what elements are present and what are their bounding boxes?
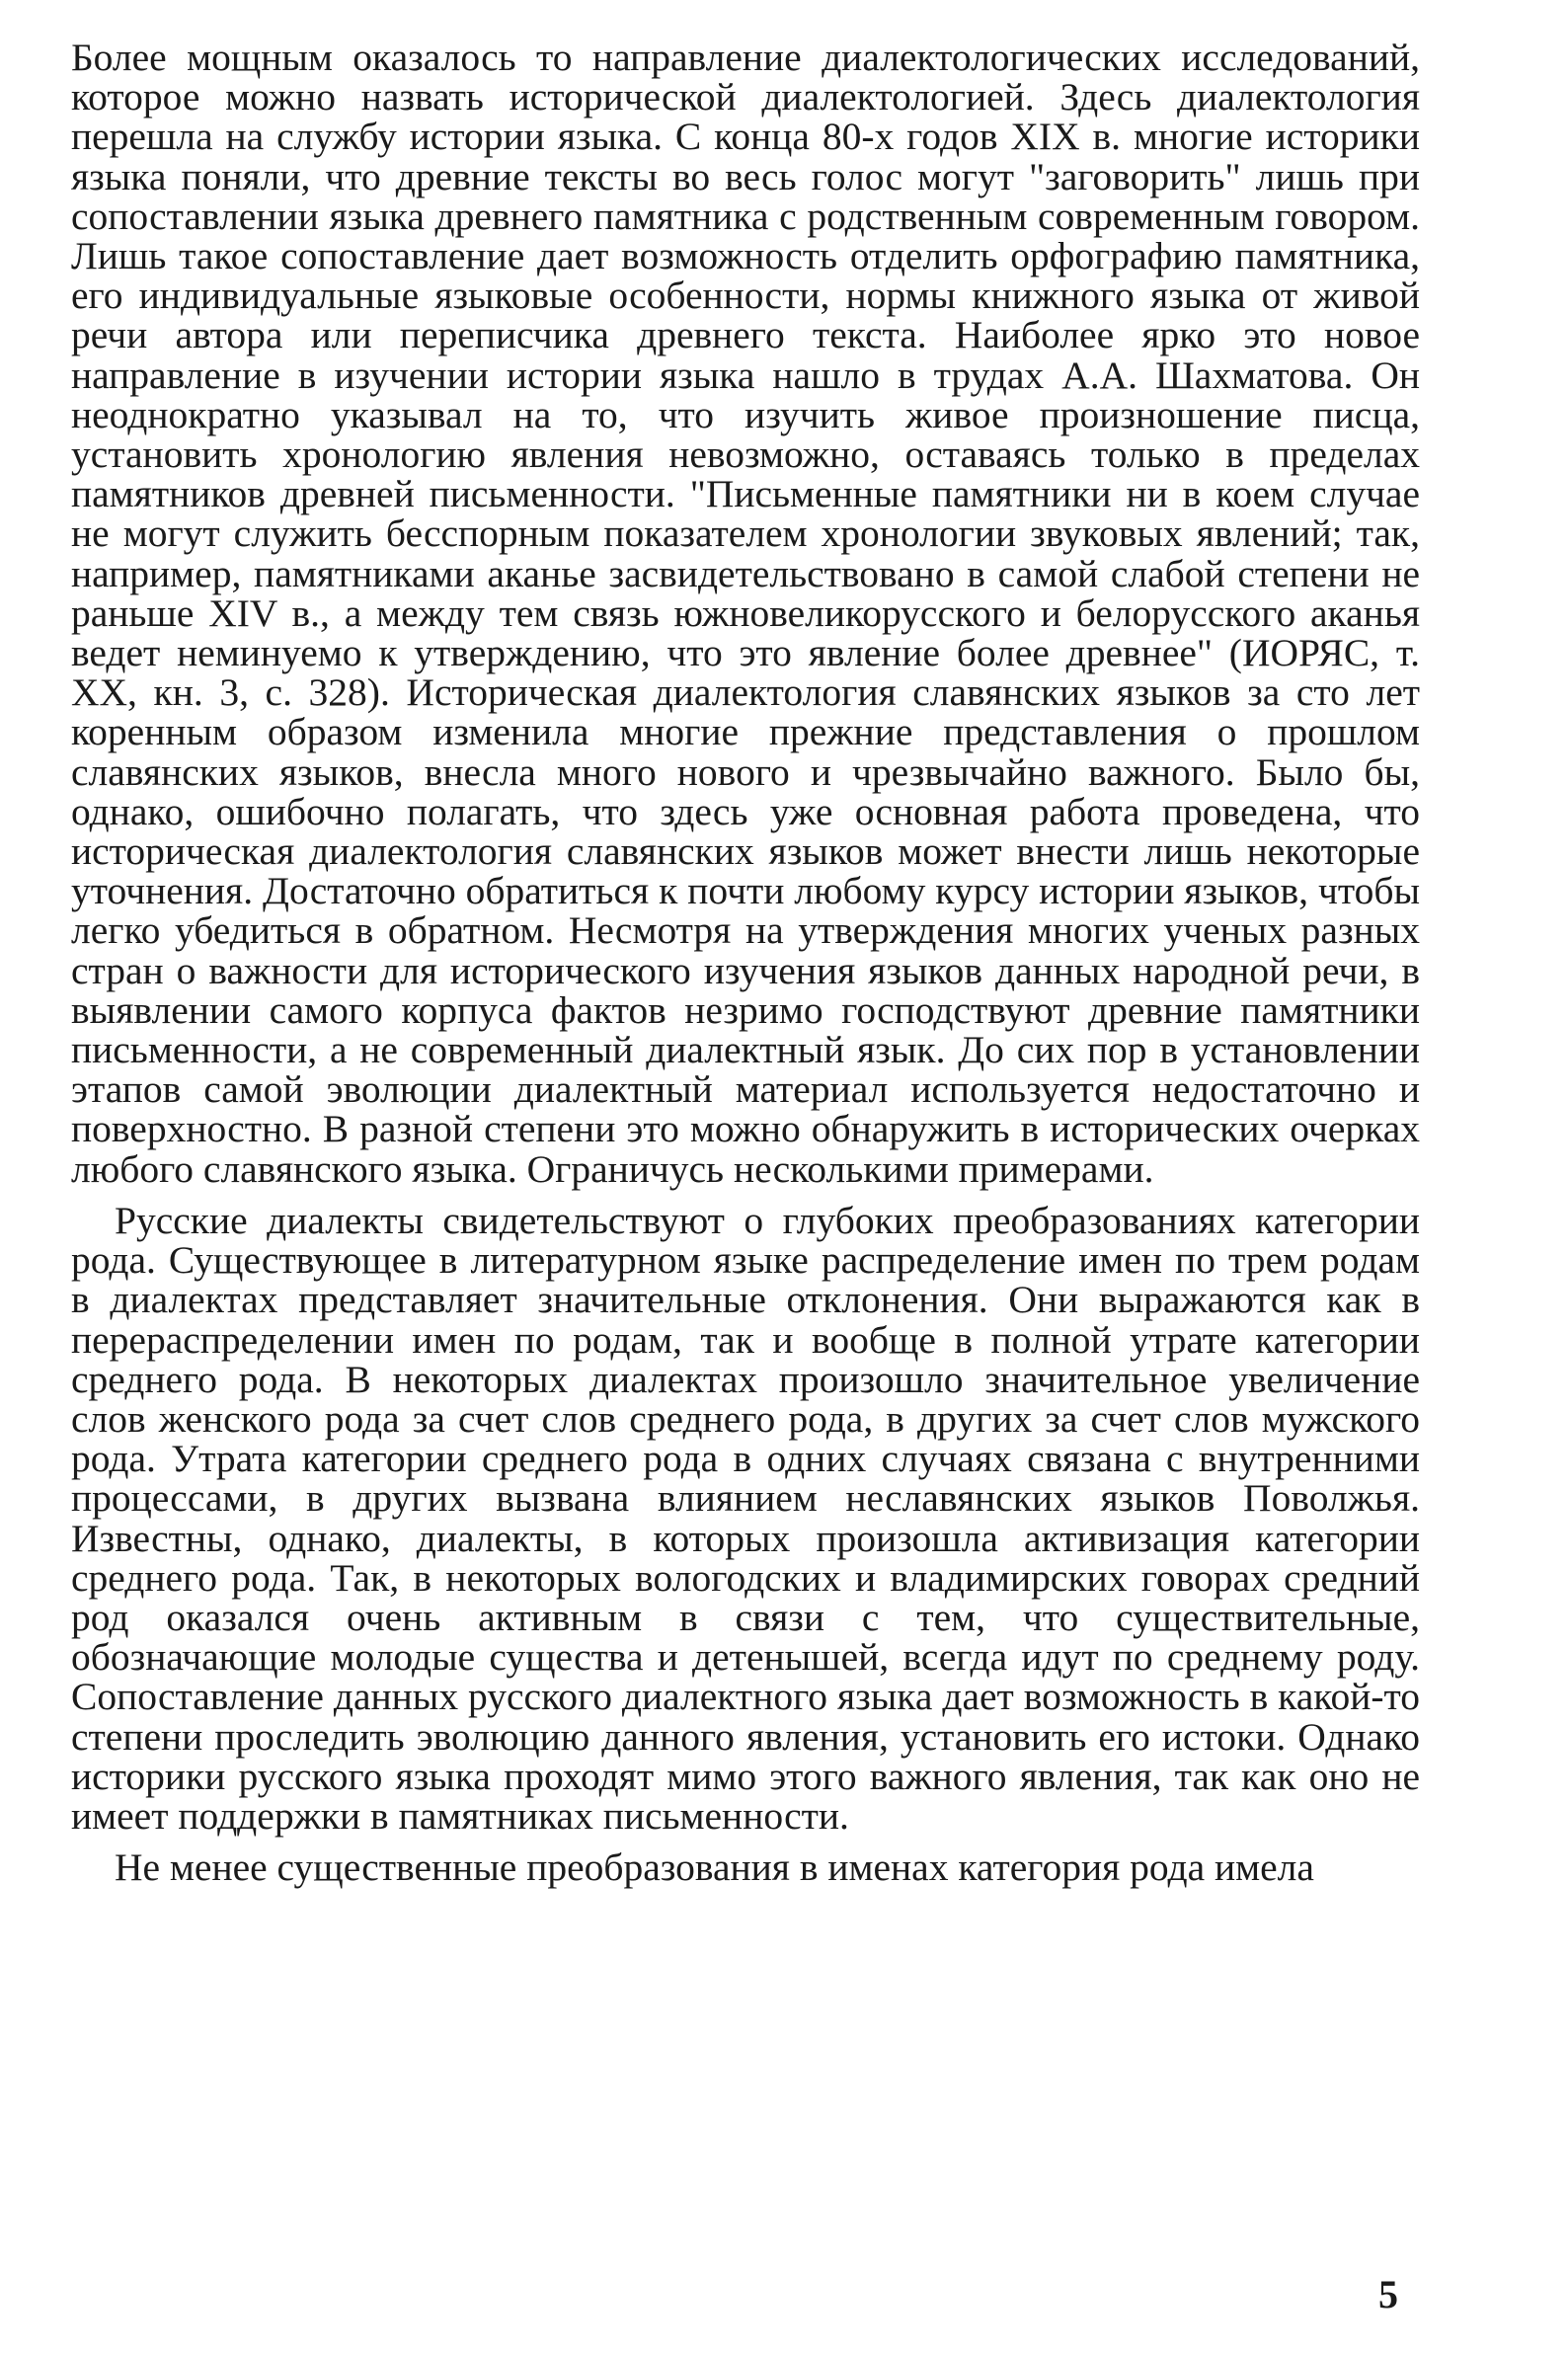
paragraph-russian-dialects-gender: Русские диалекты свидетельствуют о глубоких преобразованиях категории рода. Существующее в литературном языке распределение имен по трем родам в диалектах представляет значительные отклонения. Они выражаются как в перераспределении имен по родам, так и вообще в полной утрате категории среднего рода. В некоторых диалектах произошло значительное увеличение слов женского рода за счет слов среднего рода, в других за счет слов мужского рода. Утрата категории среднего рода в одних случаях связана с внутренними процессами, в других вызвана влиянием неславянских языков Поволжья. Известны, однако, диалекты, в которых произошла активизация категории среднего рода. Так, в некоторых вологодских и владимирских говорах средний род оказался очень активным в связи с тем, что существительные, обозначающие молодые существа и детенышей, всегда идут по среднему роду. Сопоставление данных русского диалектного языка дает возможность в какой-то степени проследить эволюцию данного явления, установить его истоки. Однако историки русского языка проходят мимо этого важного явления, так как оно не имеет поддержки в памятниках письменности. [71,1198,1420,1838]
page-number: 5 [1378,2272,1398,2316]
paragraph-continuation: Не менее существенные преобразования в именах категория рода имела [115,1845,1314,1890]
page-body [71,36,1420,1890]
paragraph-historical-dialectology: Более мощным оказалось то направление диалектологических исследований, которое можно назвать исторической диалектологией. Здесь диалектология перешла на службу истории языка. С конца 80-х годов XIX в. многие историки языка поняли, что древние тексты во весь голос могут "заговорить" лишь при сопоставлении языка древнего памятника с родственным современным говором. Лишь такое сопоставление дает возможность отделить орфографию памятника, его индивидуальные языковые особенности, нормы книжного языка от живой речи автора или переписчика древнего текста. Наиболее ярко это новое направление в изучении истории языка нашло в трудах А.А. Шахматова. Он неоднократно указывал на то, что изучить живое произношение писца, установить хронологию явления невозможно, оставаясь только в пределах памятников древней письменности. "Письменные памятники ни в коем случае не могут служить бесспорным показателем хронологии звуковых явлений; так, например, памятниками аканье засвидетельствовано в самой слабой степени не раньше XIV в., а между тем связь южновеликорусского и белорусского аканья ведет неминуемо к утверждению, что это явление более древнее" (ИОРЯС, т. XX, кн. 3, с. 328). Историческая диалектология славянских языков за сто лет коренным образом изменила многие прежние представления о прошлом славянских языков, внесла много нового и чрезвычайно важного. Было бы, однако, ошибочно полагать, что здесь уже основная работа проведена, что историческая диалектология славянских языков может внести лишь некоторые уточнения. Достаточно обратиться к почти любому курсу истории языков, чтобы легко убедиться в обратном. Несмотря на утверждения многих ученых разных стран о важности для исторического изучения языков данных народной речи, в выявлении самого корпуса фактов незримо господствуют древние памятники письменности, а не современный диалектный язык. До сих пор в установлении этапов самой эволюции диалектный материал используется недостаточно и поверхностно. В разной степени это можно обнаружить в исторических очерках любого славянского языка. Ограничусь несколькими примерами. [71,36,1420,1191]
